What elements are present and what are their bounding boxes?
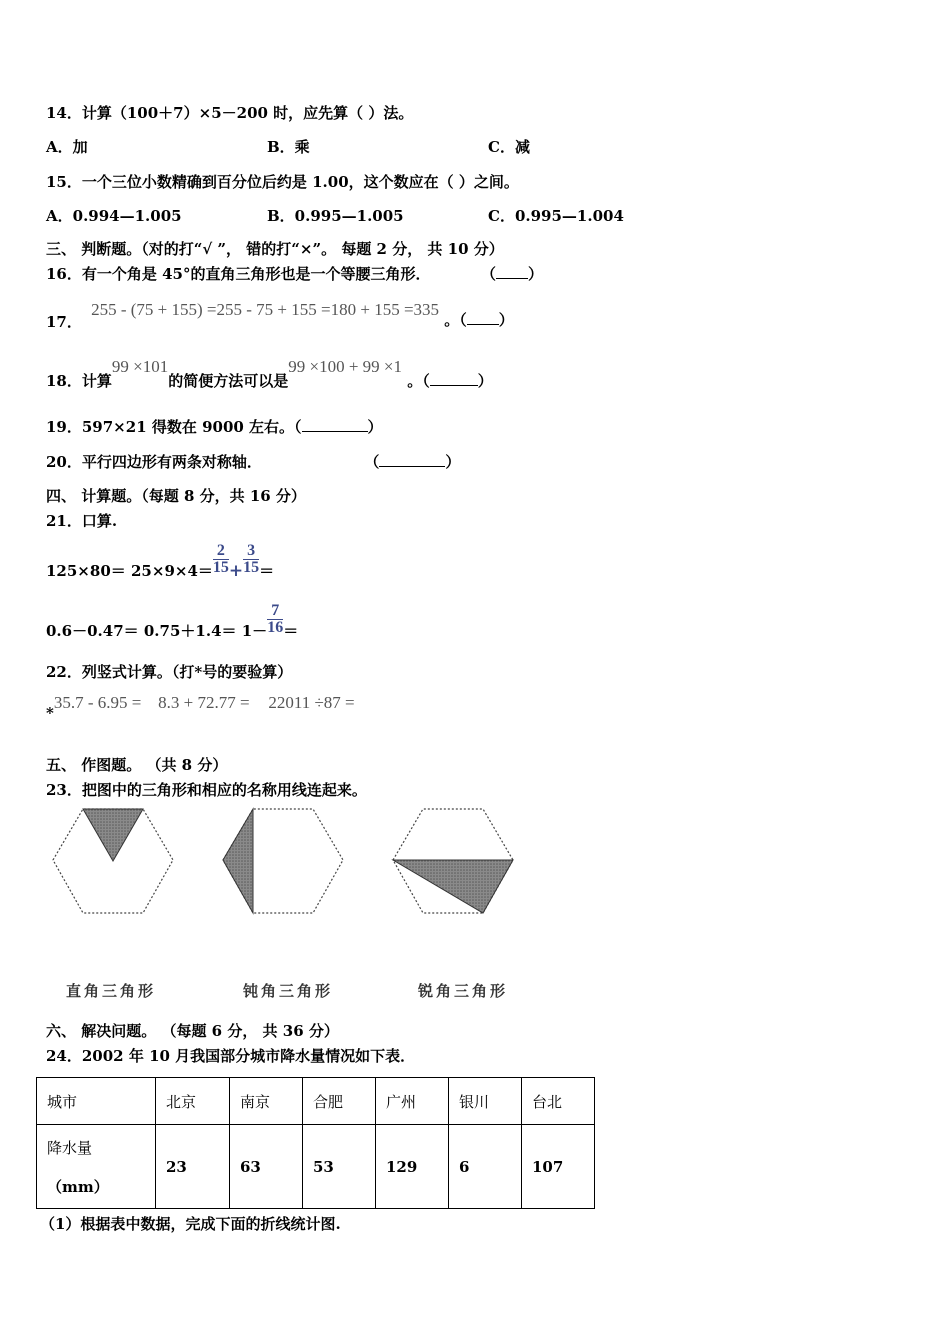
q15-option-b: B．0.995—1.005 [267, 207, 404, 225]
q16-text: 16．有一个角是 45°的直角三角形也是一个等腰三角形． [46, 265, 431, 283]
q17-tail: 。（ [444, 311, 467, 329]
table-city: 台北 [522, 1078, 595, 1125]
q22-title: 22．列竖式计算。（打*号的要验算） [46, 663, 293, 681]
table-header-label: 城市 [37, 1078, 156, 1125]
hexagon-right-triangle[interactable] [53, 809, 173, 913]
fraction-a-numerator: 2 [213, 543, 229, 560]
q15-option-c: C．0.995—1.004 [488, 207, 624, 225]
q14-option-b: B．乘 [267, 138, 310, 156]
table-value-row [37, 1125, 595, 1209]
label-obtuse-triangle[interactable]: 钝角三角形 [243, 982, 334, 1000]
hexagon-acute-triangle[interactable] [393, 809, 513, 913]
section4-heading: 四、 计算题。（每题 8 分，共 16 分） [46, 487, 306, 505]
row-label-line2: （mm） [47, 1177, 109, 1196]
q22-expr-1: 35.7 - 6.95 = [53, 693, 142, 712]
section5-heading: 五、 作图题。 （共 8 分） [46, 756, 228, 774]
label-right-triangle[interactable]: 直角三角形 [66, 982, 157, 1000]
q15-option-a: A．0.994—1.005 [46, 207, 182, 225]
q24-text: 24．2002 年 10 月我国部分城市降水量情况如下表． [46, 1047, 416, 1065]
q18-mid: 的简便方法可以是 [168, 372, 289, 390]
q15-text: 15．一个三位小数精确到百分位后约是 1.00，这个数应在（ ）之间。 [46, 173, 519, 191]
table-row-label [37, 1125, 156, 1209]
table-city: 北京 [156, 1078, 230, 1125]
q21-item-5: 1－ [241, 621, 268, 640]
q20-paren-left: （ [364, 453, 380, 471]
q16-paren-left: （ [480, 265, 496, 283]
fraction-c-denominator: 16 [267, 619, 284, 636]
q22-expr-3: 22011 ÷87 = [268, 693, 355, 712]
rainfall-table [36, 1077, 595, 1209]
q18-tail: 。（ [407, 372, 430, 390]
table-value: 53 [303, 1125, 376, 1209]
q18 [46, 356, 493, 390]
table-city: 广州 [376, 1078, 449, 1125]
table-value: 23 [156, 1125, 230, 1209]
table-value: 63 [230, 1125, 303, 1209]
hexagon-obtuse-triangle[interactable] [223, 809, 343, 913]
q21-row2 [46, 597, 299, 640]
q18-expr1: 99 ×101 [111, 357, 169, 376]
table-header-row [37, 1078, 595, 1125]
section6-heading: 六、 解决问题。 （每题 6 分， 共 36 分） [46, 1022, 339, 1040]
q21-fraction-c [267, 603, 283, 636]
q21-item-4: 0.75＋1.4＝ [143, 621, 237, 640]
q17-number: 17． [46, 313, 82, 331]
q14-text: 14．计算（100＋7）×5－200 时，应先算（ ）法。 [46, 104, 414, 122]
q20-answer-blank[interactable] [379, 454, 445, 467]
q19-paren-right: ） [367, 418, 383, 436]
q24-sub1: （1）根据表中数据，完成下面的折线统计图. [40, 1215, 341, 1233]
fraction-b-denominator: 15 [243, 559, 260, 576]
q17-paren-right: ） [498, 311, 514, 329]
q14-option-a: A．加 [46, 138, 88, 156]
q16-answer-blank[interactable] [496, 266, 528, 279]
q22-star: * [46, 704, 54, 722]
q16-paren-right: ） [527, 265, 543, 283]
table-city: 合肥 [303, 1078, 376, 1125]
q17-expression: 255 - (75 + 155) =255 - 75 + 155 =180 + 155 =335 [91, 300, 440, 319]
q19 [46, 416, 383, 437]
q19-text: 19．597×21 得数在 9000 左右。（ [46, 418, 302, 436]
q21-item-2: 25×9×4＝ [131, 561, 213, 580]
section3-heading: 三、 判断题。（对的打“√ ”， 错的打“×”。 每题 2 分， 共 10 分） [46, 240, 504, 258]
q20 [46, 451, 460, 472]
label-acute-triangle[interactable]: 锐角三角形 [418, 982, 509, 1000]
q21-equals: ＝ [259, 561, 275, 580]
q21-item-1: 125×80＝ [46, 561, 126, 580]
q21-item-3: 0.6－0.47＝ [46, 621, 139, 640]
table-value: 129 [376, 1125, 449, 1209]
q19-answer-blank[interactable] [302, 419, 368, 432]
q23-text: 23．把图中的三角形和相应的名称用线连起来。 [46, 781, 367, 799]
q22-expr-2: 8.3 + 72.77 = [158, 693, 250, 712]
table-city: 南京 [230, 1078, 303, 1125]
q20-paren-right: ） [445, 453, 461, 471]
q20-text: 20．平行四边形有两条对称轴． [46, 453, 262, 471]
q17-answer-blank[interactable] [467, 312, 499, 325]
fraction-c-numerator: 7 [267, 603, 283, 620]
q17 [46, 299, 514, 331]
hexagon-figures [40, 800, 540, 925]
row-label-line1: 降水量 [47, 1138, 93, 1157]
q14-option-c: C．减 [488, 138, 530, 156]
fraction-b-numerator: 3 [243, 543, 259, 560]
q22-expressions [46, 693, 355, 722]
q18-expr2: 99 ×100 + 99 ×1 [288, 357, 402, 376]
q18-paren-right: ） [477, 372, 493, 390]
q16 [46, 263, 543, 284]
q21-fraction-b [243, 543, 259, 576]
q21-fraction-a [213, 543, 229, 576]
table-value: 6 [449, 1125, 522, 1209]
q18-prefix: 18．计算 [46, 372, 112, 390]
q21-plus: + [228, 560, 244, 581]
q21-title: 21．口算. [46, 512, 118, 530]
table-city: 银川 [449, 1078, 522, 1125]
table-value: 107 [522, 1125, 595, 1209]
fraction-a-denominator: 15 [212, 559, 229, 576]
q18-answer-blank[interactable] [430, 373, 478, 386]
q21-row1 [46, 537, 275, 581]
q21-equals-2: ＝ [283, 621, 299, 640]
